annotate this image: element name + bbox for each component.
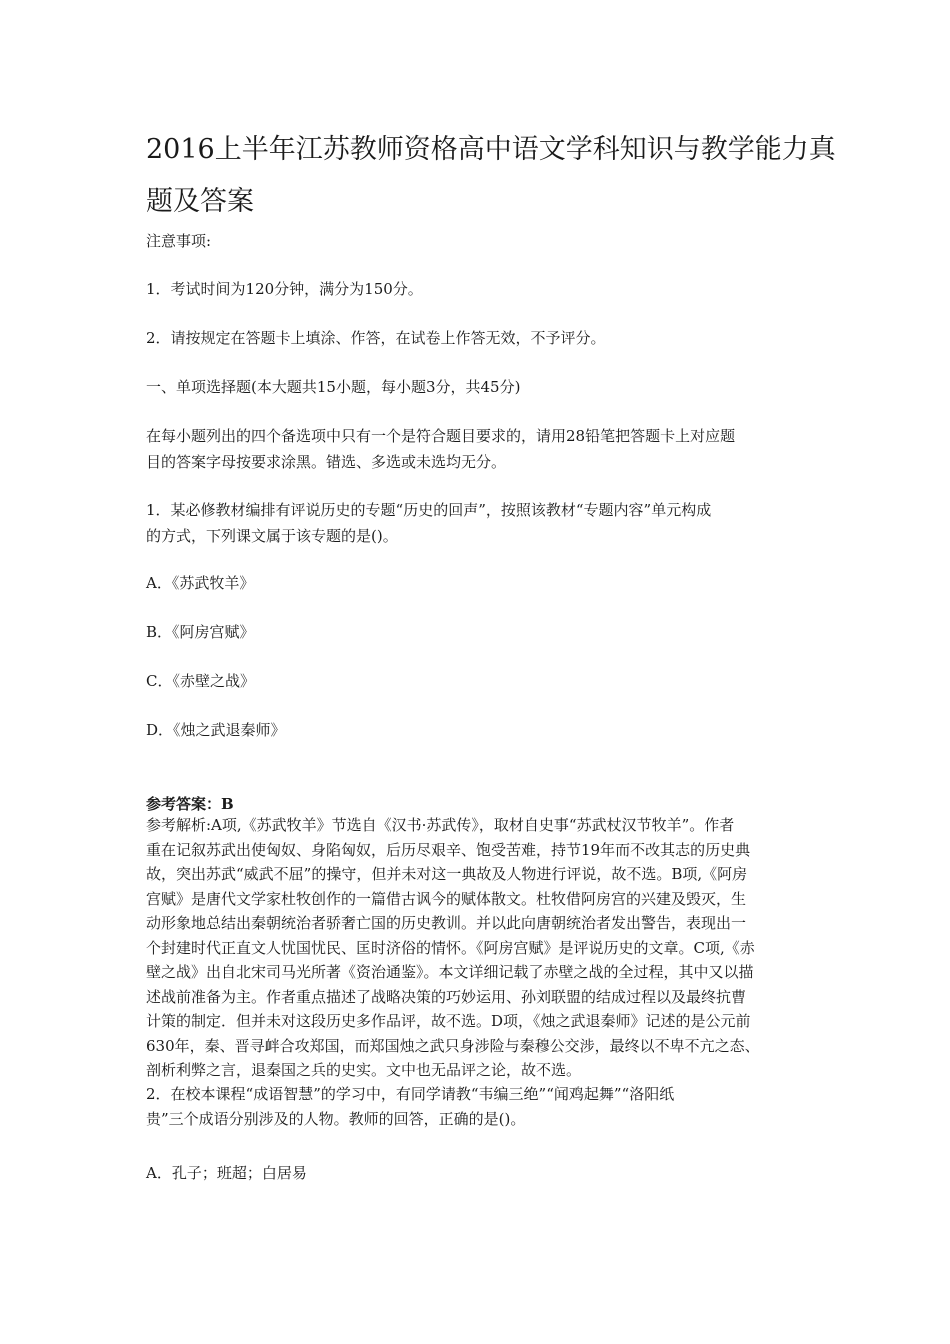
section-heading: 一、单项选择题(本大题共15小题，每小题3分，共45分)	[146, 378, 521, 396]
answer-label: 参考答案：	[146, 795, 222, 813]
question-1-stem	[146, 497, 810, 549]
analysis-line: 剖析利弊之言，退秦国之兵的史实。文中也无品评之论，故不选。	[146, 1061, 582, 1079]
instruction-line: 在每小题列出的四个备选项中只有一个是符合题目要求的，请用28铅笔把答题卡上对应题	[146, 427, 736, 445]
question-1-option-d: D．《烛之武退秦师》	[146, 721, 286, 739]
question-line: 1．某必修教材编排有评说历史的专题“历史的回声”，按照该教材“专题内容”单元构成	[146, 501, 712, 519]
analysis-line: 宫赋》是唐代文学家杜牧创作的一篇借古讽今的赋体散文。杜牧借阿房宫的兴建及毁灭，生	[146, 889, 747, 908]
question-1-option-a: A．《苏武牧羊》	[146, 574, 255, 592]
analysis-line: 个封建时代正直文人忧国忧民、匡时济俗的情怀。《阿房宫赋》是评说历史的文章。C项,《赤	[146, 938, 755, 957]
document-title	[146, 124, 836, 228]
analysis-line: 重在记叙苏武出使匈奴、身陷匈奴，后历尽艰辛、饱受苦难，持节19年而不改其志的历史典	[146, 840, 751, 859]
answer-value: B	[221, 795, 234, 813]
analysis-line: 630年，秦、晋寻衅合攻郑国，而郑国烛之武只身涉险与秦穆公交涉，最终以不卑不亢之态、	[146, 1036, 760, 1055]
analysis-line: 壁之战》出自北宋司马光所著《资治通鉴》。本文详细记载了赤壁之战的全过程，其中又以描	[146, 963, 754, 981]
title-line: 2016上半年江苏教师资格高中语文学科知识与教学能力真	[146, 134, 836, 165]
analysis-line: 计策的制定．但并未对这段历史多作品评，故不选。D项，《烛之武退秦师》记述的是公元前	[146, 1012, 751, 1030]
analysis-line: 参考解析:A项,《苏武牧羊》节选自《汉书·苏武传》，取材自史事“苏武杖汉节牧羊”。作者	[146, 816, 735, 834]
question-line: 的方式，下列课文属于该专题的是()。	[146, 527, 398, 545]
question-line: 2．在校本课程“成语智慧”的学习中，有同学请教“韦编三绝”“闻鸡起舞”“洛阳纸	[146, 1085, 675, 1103]
analysis-line: 故，突出苏武“威武不屈”的操守，但并未对这一典故及人物进行评说，故不选。B项,《阿房	[146, 865, 748, 883]
question-2-option-a: A．孔子；班超；白居易	[146, 1164, 307, 1182]
answer-analysis	[146, 813, 810, 1083]
question-1-option-c: C．《赤壁之战》	[146, 672, 255, 690]
analysis-line: 动形象地总结出秦朝统治者骄奢亡国的历史教训。并以此向唐朝统治者发出警告，表现出一	[146, 914, 747, 932]
instruction-line: 目的答案字母按要求涂黑。错选、多选或未选均无分。	[146, 453, 507, 471]
question-line: 贵”三个成语分别涉及的人物。教师的回答，正确的是()。	[146, 1109, 526, 1128]
title-line: 题及答案	[146, 186, 254, 217]
question-1-option-b: B．《阿房宫赋》	[146, 623, 255, 641]
notice-heading: 注意事项:	[146, 232, 212, 250]
analysis-line: 述战前准备为主。作者重点描述了战略决策的巧妙运用、孙刘联盟的结成过程以及最终抗曹	[146, 987, 747, 1006]
notice-item: 2．请按规定在答题卡上填涂、作答，在试卷上作答无效，不予评分。	[146, 329, 606, 347]
notice-item: 1．考试时间为120分钟，满分为150分。	[146, 280, 423, 298]
section-instruction	[146, 423, 810, 475]
question-2-stem	[146, 1082, 810, 1131]
